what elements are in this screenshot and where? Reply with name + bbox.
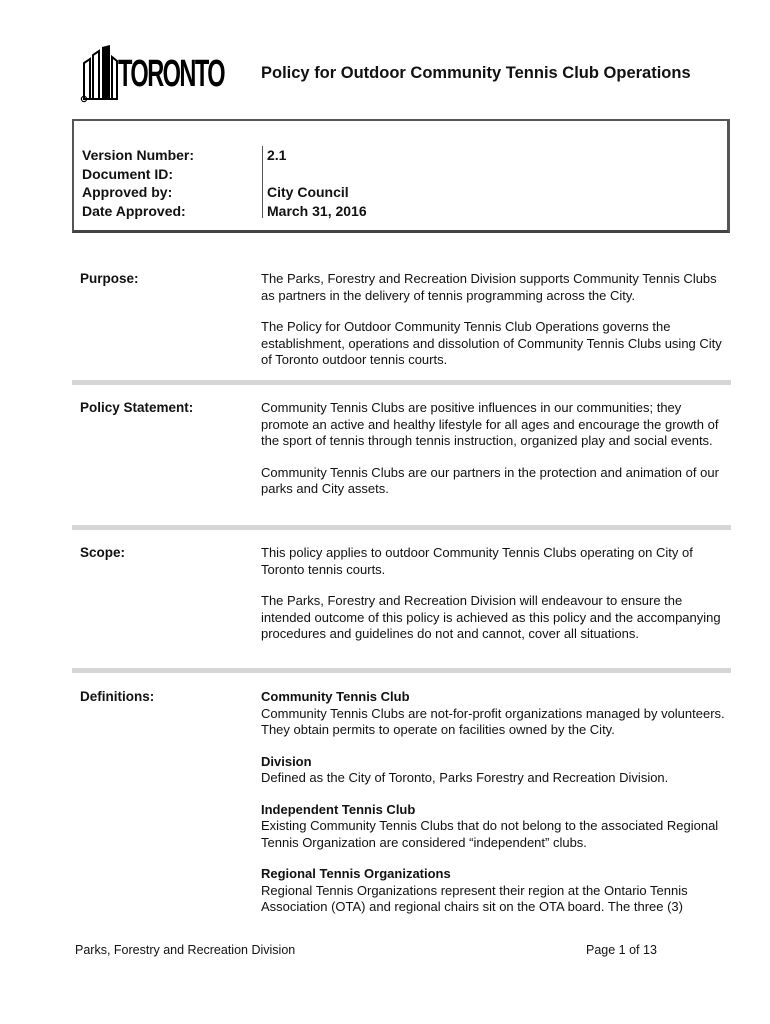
date-approved-label: Date Approved: [82, 202, 186, 219]
scope-body [261, 545, 731, 658]
purpose-paragraph: The Policy for Outdoor Community Tennis Club Operations governs the establishment, operations and dissolution of Community Tennis Clubs using City of Toronto outdoor tennis courts. [261, 319, 722, 367]
policy-statement-paragraph: Community Tennis Clubs are our partners in the protection and animation of our parks and City assets. [261, 464, 719, 496]
approved-by-value: City Council [267, 184, 349, 200]
document-id-label: Document ID: [82, 165, 173, 182]
scope-paragraph: The Parks, Forestry and Recreation Division will endeavour to ensure the intended outcome of this policy is achieved as this policy and the accompanying procedures and guidelines do not and cannot, cover all situations. [261, 593, 721, 641]
policy-statement-body [261, 400, 731, 513]
section-divider [72, 668, 731, 673]
definition-term: Regional Tennis Organizations [261, 866, 451, 881]
toronto-logo [80, 45, 228, 103]
policy-statement-label: Policy Statement: [80, 400, 194, 415]
definition-text: Regional Tennis Organizations represent their region at the Ontario Tennis Association (OTA) and regional chairs sit on the OTA board. The three (3) [261, 882, 688, 914]
definition-term: Division [261, 753, 312, 769]
footer-division: Parks, Forestry and Recreation Division [75, 943, 296, 957]
info-labels [82, 146, 194, 220]
info-values [262, 146, 367, 218]
definition-text: Community Tennis Clubs are not-for-profit organizations managed by volunteers. They obtain permits to operate on facilities owned by the City. [261, 705, 725, 737]
definition-text: Defined as the City of Toronto, Parks Forestry and Recreation Division. [261, 770, 669, 785]
definitions-body [261, 689, 731, 931]
version-number-value: 2.1 [267, 147, 287, 163]
purpose-label: Purpose: [80, 271, 139, 286]
version-number-label: Version Number: [82, 147, 195, 163]
section-divider [72, 525, 731, 530]
date-approved-value: March 31, 2016 [267, 202, 367, 219]
definition-term: Community Tennis Club [261, 689, 410, 704]
scope-label: Scope: [80, 545, 126, 560]
purpose-body [261, 271, 731, 384]
definition-text: Existing Community Tennis Clubs that do not belong to the associated Regional Tennis Organization are considered “independent” clubs. [261, 818, 719, 850]
page-number: Page 1 of 13 [586, 943, 657, 957]
scope-paragraph: This policy applies to outdoor Community Tennis Clubs operating on City of Toronto tennis courts. [261, 545, 693, 577]
city-hall-logo-icon [80, 45, 120, 103]
logo-wordmark: TORONTO [118, 53, 225, 95]
section-divider [72, 380, 731, 385]
definitions-label: Definitions: [80, 689, 155, 704]
document-id-value [267, 165, 367, 184]
approved-by-label: Approved by: [82, 184, 173, 200]
policy-statement-paragraph: Community Tennis Clubs are positive influences in our communities; they promote an active and healthy lifestyle for all ages and encourage the growth of the sport of tennis through tennis instruction, organized play and social events. [261, 400, 719, 448]
definition-term: Independent Tennis Club [261, 801, 416, 817]
purpose-paragraph: The Parks, Forestry and Recreation Division supports Community Tennis Clubs as partners in the delivery of tennis programming across the City. [261, 271, 717, 303]
document-info-box [72, 119, 730, 233]
document-title: Policy for Outdoor Community Tennis Club Operations [261, 64, 691, 82]
